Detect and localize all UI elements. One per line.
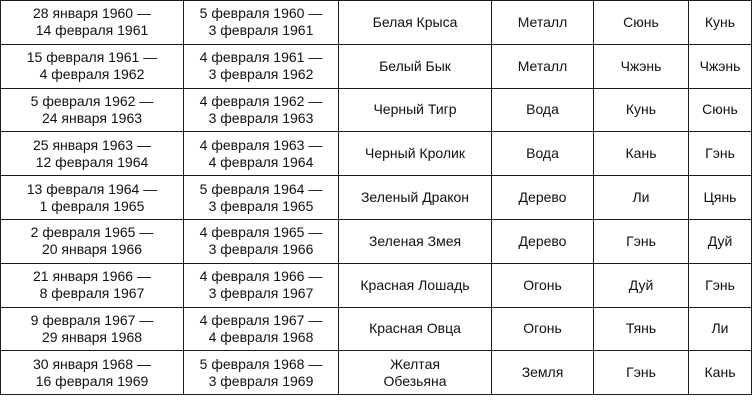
lunar-period-start: 30 января 1968 —: [33, 355, 151, 372]
trigram-b-cell: Гэнь: [689, 263, 752, 307]
trigram-a-cell: Гэнь: [594, 219, 689, 263]
lunar-period-start: 25 января 1963 —: [33, 136, 151, 153]
trigram-a-cell: Дуй: [594, 263, 689, 307]
solar-period-start: 4 февраля 1965 —: [199, 224, 323, 241]
element-cell: Металл: [492, 1, 594, 45]
table-row: [1, 219, 752, 263]
solar-period-cell: [184, 88, 339, 132]
animal-name: Красная Овца: [369, 320, 461, 337]
lunar-period-end: 29 января 1968: [41, 328, 143, 345]
animal-cell: [339, 44, 492, 88]
table-row: [1, 351, 752, 395]
element-cell: Земля: [492, 351, 594, 395]
solar-period-end: 3 февраля 1963: [208, 109, 314, 126]
element-cell: Дерево: [492, 176, 594, 220]
solar-period-cell: [184, 44, 339, 88]
lunar-period-end: 4 февраля 1962: [39, 66, 145, 83]
animal-name: Зеленая Змея: [368, 232, 462, 249]
animal-name: Белый Бык: [379, 57, 451, 74]
solar-period-cell: [184, 351, 339, 395]
lunar-period-end: 14 февраля 1961: [35, 22, 149, 39]
solar-period-start: 4 февраля 1962 —: [199, 92, 323, 109]
lunar-period-cell: [1, 351, 184, 395]
solar-period-start: 5 февраля 1964 —: [199, 180, 323, 197]
animal-cell: [339, 263, 492, 307]
lunar-period-end: 24 января 1963: [41, 109, 143, 126]
lunar-period-cell: [1, 176, 184, 220]
trigram-b-cell: Цянь: [689, 176, 752, 220]
element-cell: Вода: [492, 132, 594, 176]
lunar-period-cell: [1, 132, 184, 176]
trigram-b-cell: Сюнь: [689, 88, 752, 132]
lunar-period-start: 13 февраля 1964 —: [26, 180, 158, 197]
trigram-b-cell: Чжэнь: [689, 44, 752, 88]
solar-period-start: 4 февраля 1961 —: [199, 49, 323, 66]
animal-cell: [339, 132, 492, 176]
trigram-a-cell: Чжэнь: [594, 44, 689, 88]
lunar-period-start: 28 января 1960 —: [33, 5, 151, 22]
solar-period-start: 4 февраля 1967 —: [199, 311, 323, 328]
lunar-period-start: 9 февраля 1967 —: [30, 311, 154, 328]
solar-period-start: 4 февраля 1966 —: [199, 268, 323, 285]
trigram-a-cell: Кунь: [594, 88, 689, 132]
solar-period-cell: [184, 176, 339, 220]
solar-period-end: 4 февраля 1968: [208, 328, 314, 345]
solar-period-cell: [184, 263, 339, 307]
animal-cell: [339, 88, 492, 132]
solar-period-cell: [184, 1, 339, 45]
trigram-b-cell: Ли: [689, 307, 752, 351]
lunar-period-start: 15 февраля 1961 —: [26, 49, 158, 66]
solar-period-end: 3 февраля 1967: [208, 285, 314, 302]
trigram-b-cell: Дуй: [689, 219, 752, 263]
table-row: [1, 1, 752, 45]
table-row: [1, 263, 752, 307]
lunar-period-cell: [1, 1, 184, 45]
lunar-period-start: 2 февраля 1965 —: [30, 224, 154, 241]
solar-period-cell: [184, 307, 339, 351]
element-cell: Дерево: [492, 219, 594, 263]
solar-period-end: 3 февраля 1969: [208, 372, 314, 389]
table-body: [1, 1, 752, 395]
solar-period-end: 3 февраля 1965: [208, 197, 314, 214]
trigram-a-cell: Кань: [594, 132, 689, 176]
solar-period-end: 3 февраля 1962: [208, 66, 314, 83]
animal-name: Белая Крыса: [372, 13, 458, 30]
element-cell: Металл: [492, 44, 594, 88]
lunar-period-cell: [1, 263, 184, 307]
lunar-period-end: 1 февраля 1965: [39, 197, 145, 214]
solar-period-end: 3 февраля 1966: [208, 241, 314, 258]
animal-name-line2: Обезьяна: [383, 372, 447, 389]
solar-period-start: 5 февраля 1968 —: [199, 355, 323, 372]
trigram-b-cell: Гэнь: [689, 132, 752, 176]
table-row: [1, 88, 752, 132]
trigram-a-cell: Гэнь: [594, 351, 689, 395]
trigram-a-cell: Сюнь: [594, 1, 689, 45]
lunar-period-end: 16 февраля 1969: [35, 372, 149, 389]
solar-period-end: 4 февраля 1964: [208, 153, 314, 170]
table-row: [1, 132, 752, 176]
table-row: [1, 307, 752, 351]
animal-name: Зеленый Дракон: [360, 189, 470, 206]
trigram-a-cell: Ли: [594, 176, 689, 220]
animal-name: Черный Кролик: [365, 145, 465, 162]
animal-cell: [339, 351, 492, 395]
element-cell: Огонь: [492, 307, 594, 351]
animal-name: Красная Лошадь: [360, 276, 470, 293]
element-cell: Огонь: [492, 263, 594, 307]
lunar-period-start: 21 января 1966 —: [33, 268, 151, 285]
lunar-period-cell: [1, 219, 184, 263]
lunar-period-end: 20 января 1966: [41, 241, 143, 258]
animal-cell: [339, 307, 492, 351]
animal-cell: [339, 219, 492, 263]
table-row: [1, 176, 752, 220]
animal-cell: [339, 1, 492, 45]
table-row: [1, 44, 752, 88]
trigram-a-cell: Тянь: [594, 307, 689, 351]
solar-period-start: 5 февраля 1960 —: [199, 5, 323, 22]
animal-cell: [339, 176, 492, 220]
animal-name: Черный Тигр: [373, 101, 457, 118]
trigram-b-cell: Кунь: [689, 1, 752, 45]
lunar-period-end: 8 февраля 1967: [39, 285, 145, 302]
lunar-period-cell: [1, 44, 184, 88]
solar-period-cell: [184, 132, 339, 176]
element-cell: Вода: [492, 88, 594, 132]
trigram-b-cell: Кань: [689, 351, 752, 395]
lunar-period-end: 12 февраля 1964: [35, 153, 149, 170]
solar-period-cell: [184, 219, 339, 263]
lunar-period-cell: [1, 307, 184, 351]
solar-period-start: 4 февраля 1963 —: [199, 136, 323, 153]
animal-name-line1: Желтая: [390, 355, 440, 372]
lunar-period-cell: [1, 88, 184, 132]
solar-period-end: 3 февраля 1961: [208, 22, 314, 39]
lunar-period-start: 5 февраля 1962 —: [30, 92, 154, 109]
